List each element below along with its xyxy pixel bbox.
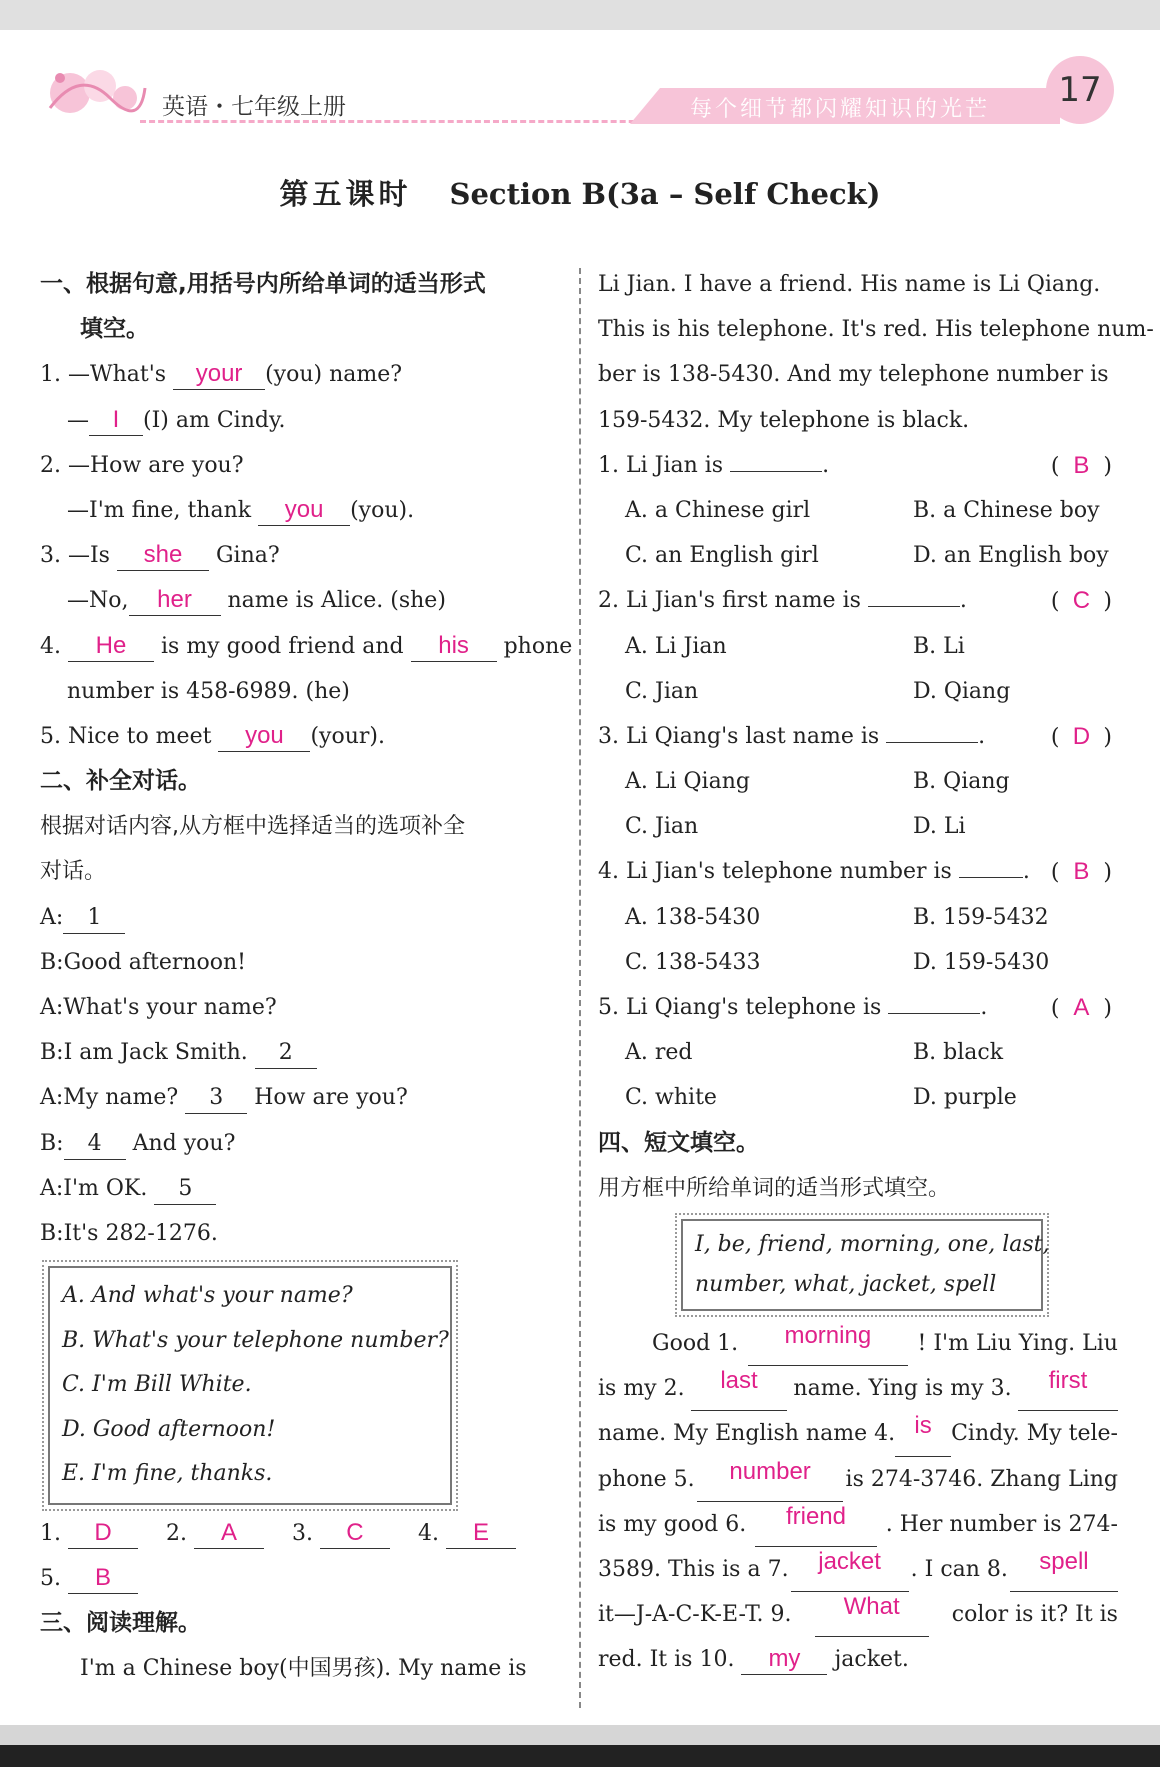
reading-question: 1. Li Jian is . ( B ) (598, 443, 1118, 488)
cloze-line: Good 1. morning ! I'm Liu Ying. Liu (598, 1321, 1118, 1366)
viewer-top-bar (0, 0, 1160, 30)
answer-blank[interactable]: What (815, 1592, 929, 1637)
answer-blank[interactable]: first (1018, 1366, 1118, 1411)
answer-blank[interactable]: E (446, 1518, 516, 1549)
answer-blank[interactable]: last (691, 1366, 787, 1411)
q1b: — I (I) am Cindy. (40, 398, 558, 443)
option-row: A. a Chinese girl B. a Chinese boy (625, 497, 1100, 523)
option-item: C. I'm Bill White. (62, 1372, 252, 1398)
answer-blank[interactable]: she (117, 540, 209, 571)
passage-line: This is his telephone. It's red. His telephone num- (598, 317, 1154, 343)
option-row: A. Li Jian B. Li (625, 633, 965, 659)
q2a: 2. —How are you? (40, 452, 244, 478)
dialogue-line: A:My name? 3 How are you? (40, 1075, 558, 1120)
answer-choice[interactable]: C (1072, 587, 1091, 615)
q4a: 4. He is my good friend and his phone (40, 624, 558, 669)
word-box-line: number, what, jacket, spell (695, 1271, 997, 1297)
option-item: A. And what's your name? (62, 1283, 353, 1309)
part2-answers-row: 1. D 2. A 3. C 4. E (40, 1511, 558, 1556)
right-column (598, 262, 1154, 1682)
cloze-line: is my good 6. friend . Her number is 274- (598, 1502, 1118, 1547)
answer-choice[interactable]: A (1073, 994, 1090, 1021)
option-row: C. white D. purple (625, 1085, 1017, 1111)
answer-blank[interactable]: number (697, 1457, 843, 1502)
page-title (0, 172, 1160, 213)
q1a: 1. —What's your (you) name? (40, 352, 558, 397)
answer-choice[interactable]: B (1073, 858, 1090, 886)
cloze-line: name. My English name 4. is Cindy. My tele- (598, 1411, 1118, 1456)
dialogue-line: B:I am Jack Smith. 2 (40, 1030, 558, 1075)
q2b: —I'm fine, thank you (you). (40, 488, 558, 533)
header-dash-line (140, 120, 680, 123)
part2-instruction-cont: 对话。 (40, 859, 107, 885)
cloze-line: phone 5. number is 274-3746. Zhang Ling (598, 1457, 1118, 1502)
dialogue-line: B: 4 And you? (40, 1121, 558, 1166)
q4b: number is 458-6989. (he) (67, 678, 350, 704)
dialogue-line: B:Good afternoon! (40, 949, 247, 975)
answer-blank[interactable]: I (89, 405, 143, 436)
reading-question: 2. Li Jian's first name is . ( C ) (598, 578, 1118, 623)
option-row: C. Jian D. Li (625, 814, 966, 840)
dialogue-line: B:It's 282-1276. (40, 1220, 218, 1246)
part2-instruction: 根据对话内容,从方框中选择适当的选项补全 (40, 814, 465, 840)
answer-blank[interactable]: your (173, 359, 265, 390)
floral-ornament-icon (40, 58, 150, 128)
answer-blank[interactable]: D (68, 1518, 138, 1549)
passage-line: Li Jian. I have a friend. His name is Li Qiang. (598, 272, 1101, 297)
reading-question: 4. Li Jian's telephone number is . ( B ) (598, 849, 1118, 894)
answer-blank[interactable]: A (194, 1518, 264, 1549)
book-title: 英语・七年级上册 (162, 94, 346, 120)
option-row: C. Jian D. Qiang (625, 678, 1011, 704)
answer-blank[interactable]: you (258, 495, 350, 526)
dialogue-line: A:I'm OK. 5 (40, 1166, 558, 1211)
left-column (40, 262, 573, 1691)
lesson-label: 第五课时 (279, 177, 412, 211)
answer-blank[interactable]: his (411, 631, 497, 662)
answer-blank[interactable]: is (895, 1411, 951, 1456)
section-label: Section B(3a – Self Check) (449, 177, 881, 211)
option-item: D. Good afternoon! (62, 1416, 276, 1442)
options-box (48, 1266, 452, 1505)
option-item: E. I'm fine, thanks. (62, 1461, 273, 1487)
answer-blank[interactable]: my (741, 1644, 827, 1675)
q5: 5. Nice to meet you (your). (40, 714, 558, 759)
part2-answers-row: 5. B (40, 1556, 558, 1601)
passage-line: 159-5432. My telephone is black. (598, 407, 970, 433)
answer-choice[interactable]: B (1073, 451, 1090, 479)
part1-heading-cont: 填空。 (80, 316, 149, 343)
option-row: C. 138-5433 D. 159-5430 (625, 949, 1050, 975)
column-divider (579, 268, 581, 1708)
cloze-line: 3589. This is a 7. jacket . I can 8. spell (598, 1547, 1118, 1592)
cloze-line: red. It is 10. my jacket. (598, 1637, 1118, 1682)
answer-blank[interactable]: He (68, 631, 154, 662)
cloze-line: is my 2. last name. Ying is my 3. first (598, 1366, 1118, 1411)
q3b: —No, her name is Alice. (she) (40, 578, 558, 623)
option-row: C. an English girl D. an English boy (625, 543, 1109, 569)
part1-heading: 一、根据句意,用括号内所给单词的适当形式 (40, 271, 486, 297)
answer-blank[interactable]: you (218, 721, 310, 752)
option-item: B. What's your telephone number? (62, 1327, 449, 1353)
answer-blank[interactable]: C (320, 1518, 390, 1549)
option-row: A. Li Qiang B. Qiang (625, 769, 1010, 795)
part2-heading: 二、补全对话。 (40, 768, 201, 795)
word-box (681, 1219, 1050, 1311)
dialogue-line: A:What's your name? (40, 995, 277, 1020)
page-number: 17 (1058, 70, 1102, 110)
part4-heading: 四、短文填空。 (598, 1129, 759, 1156)
viewer-bottom-bar (0, 1725, 1160, 1767)
answer-blank[interactable]: B (68, 1563, 138, 1594)
cloze-line: it—J-A-C-K-E-T. 9. What color is it? It is (598, 1592, 1118, 1637)
answer-blank[interactable]: her (129, 585, 221, 616)
option-row: A. red B. black (625, 1040, 1004, 1066)
answer-blank[interactable]: spell (1010, 1547, 1118, 1592)
word-box-line: I, be, friend, morning, one, last, (695, 1231, 1050, 1257)
dialogue-line: A: 1 (40, 895, 558, 940)
header-motto: 每个细节都闪耀知识的光芒 (690, 97, 991, 122)
answer-blank[interactable]: morning (748, 1321, 908, 1366)
q3a: 3. —Is she Gina? (40, 533, 558, 578)
passage-line: ber is 138-5430. And my telephone number is (598, 362, 1109, 388)
part3-heading: 三、阅读理解。 (40, 1610, 201, 1636)
option-row: A. 138-5430 B. 159-5432 (625, 904, 1049, 930)
reading-question: 3. Li Qiang's last name is . ( D ) (598, 714, 1118, 759)
answer-blank[interactable]: jacket (791, 1547, 909, 1592)
reading-question: 5. Li Qiang's telephone is . ( A ) (598, 985, 1118, 1030)
part4-instruction: 用方框中所给单词的适当形式填空。 (598, 1175, 951, 1201)
answer-blank[interactable]: friend (755, 1502, 877, 1547)
passage-line: I'm a Chinese boy(中国男孩). My name is (80, 1656, 527, 1682)
answer-choice[interactable]: D (1072, 722, 1091, 750)
